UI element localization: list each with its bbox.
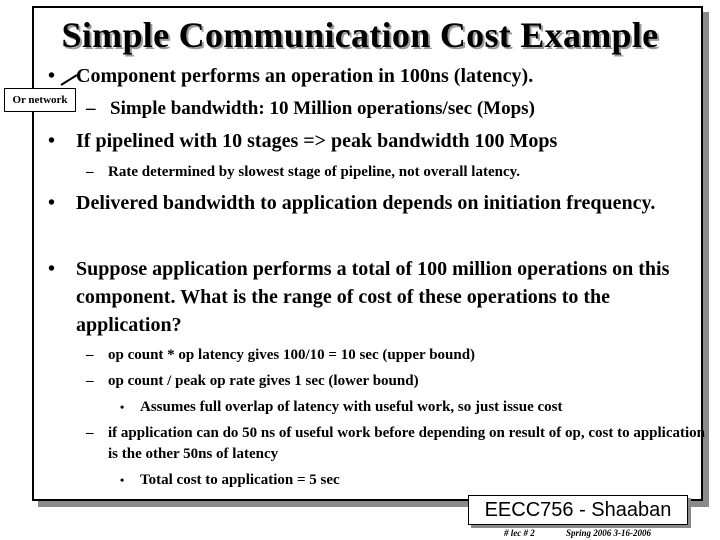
sub-lower-bound: – op count / peak op rate gives 1 sec (lower bound) xyxy=(86,371,688,392)
sub-rate-determined: – Rate determined by slowest stage of pipeline, not overall latency. xyxy=(86,162,698,183)
subsub-full-overlap: • Assumes full overlap of latency with useful work, so just issue cost xyxy=(120,397,700,418)
annotation-note: Or network xyxy=(4,88,76,112)
subsub-total-cost: • Total cost to application = 5 sec xyxy=(120,470,480,491)
sub-useful-work: – if application can do 50 ns of useful work before depending on result of op, cost to application is the other 50ns of latency xyxy=(86,423,708,465)
lecture-number: # lec # 2 xyxy=(504,528,535,538)
slide-title: Simple Communication Cost Example xyxy=(61,15,659,55)
bullet-suppose-application: • Suppose application performs a total of 100 million operations on this component. What is the range of cost of these operations to the application? xyxy=(48,255,706,339)
bullet-latency: • Component performs an operation in 100ns (latency). xyxy=(48,62,696,90)
course-footer: EECC756 - Shaaban xyxy=(468,495,688,525)
bullet-pipelined: • If pipelined with 10 stages => peak bandwidth 100 Mops xyxy=(48,127,706,155)
lecture-date: Spring 2006 3-16-2006 xyxy=(566,528,652,538)
sub-upper-bound: – op count * op latency gives 100/10 = 10 sec (upper bound) xyxy=(86,345,688,366)
sub-simple-bandwidth: – Simple bandwidth: 10 Million operations/sec (Mops) xyxy=(86,96,690,122)
bullet-delivered-bandwidth: • Delivered bandwidth to application depends on initiation frequency. xyxy=(48,189,676,217)
